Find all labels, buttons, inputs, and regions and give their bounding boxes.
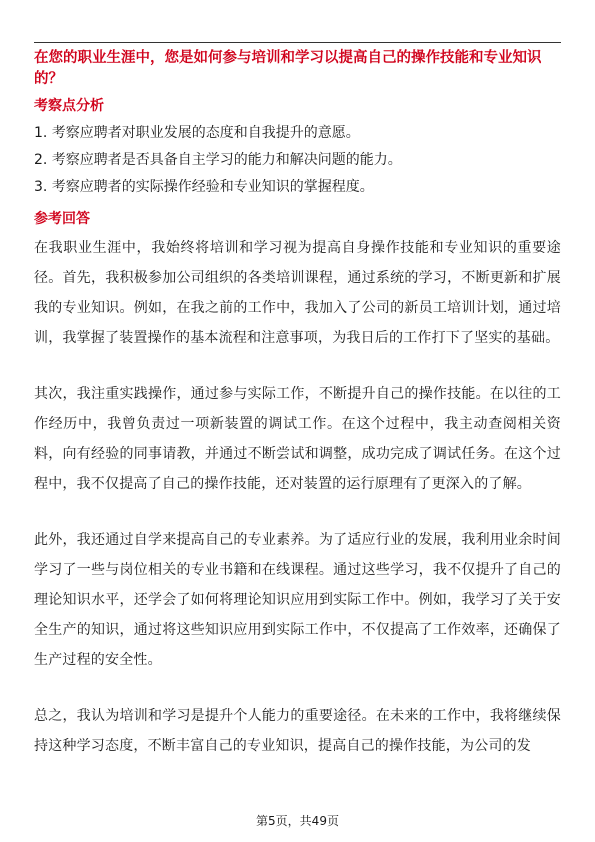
- page-footer: 第5页，共49页: [256, 814, 339, 828]
- answer-paragraph: 总之，我认为培训和学习是提升个人能力的重要途径。在未来的工作中，我将继续保持这种学习态度，不断丰富自己的专业知识，提高自己的操作技能，为公司的发: [34, 708, 561, 754]
- page-content: [34, 48, 561, 761]
- answer-paragraph: 其次，我注重实践操作，通过参与实际工作，不断提升自己的操作技能。在以往的工作经历中，我曾负责过一项新装置的调试工作。在这个过程中，我主动查阅相关资料，向有经验的同事请教，并通过不断尝试和调整，成功完成了调试任务。在这个过程中，我不仅提高了自己的操作技能，还对装置的运行原理有了更深入的了解。: [34, 386, 561, 492]
- analysis-list: [34, 120, 561, 201]
- top-rule: [34, 42, 561, 43]
- answer-title: 参考回答: [34, 211, 90, 227]
- answer-paragraph: 此外，我还通过自学来提高自己的专业素养。为了适应行业的发展，我利用业余时间学习了一些与岗位相关的专业书籍和在线课程。通过这些学习，我不仅提升了自己的理论知识水平，还学会了如何将理论知识应用到实际工作中。例如，我学习了关于安全生产的知识，通过将这些知识应用到实际工作中，不仅提高了工作效率，还确保了生产过程的安全性。: [34, 532, 561, 668]
- analysis-item: 3. 考察应聘者的实际操作经验和专业知识的掌握程度。: [34, 179, 374, 195]
- analysis-title: 考察点分析: [34, 98, 104, 114]
- analysis-item: 1. 考察应聘者对职业发展的态度和自我提升的意愿。: [34, 125, 360, 141]
- question-heading: 在您的职业生涯中，您是如何参与培训和学习以提高自己的操作技能和专业知识的？: [34, 50, 542, 87]
- answer-paragraph: 在我职业生涯中，我始终将培训和学习视为提高自身操作技能和专业知识的重要途径。首先，我积极参加公司组织的各类培训课程，通过系统的学习，不断更新和扩展我的专业知识。例如，在我之前的工作中，我加入了公司的新员工培训计划，通过培训，我掌握了装置操作的基本流程和注意事项，为我日后的工作打下了坚实的基础。: [34, 240, 561, 346]
- analysis-item: 2. 考察应聘者是否具备自主学习的能力和解决问题的能力。: [34, 152, 402, 168]
